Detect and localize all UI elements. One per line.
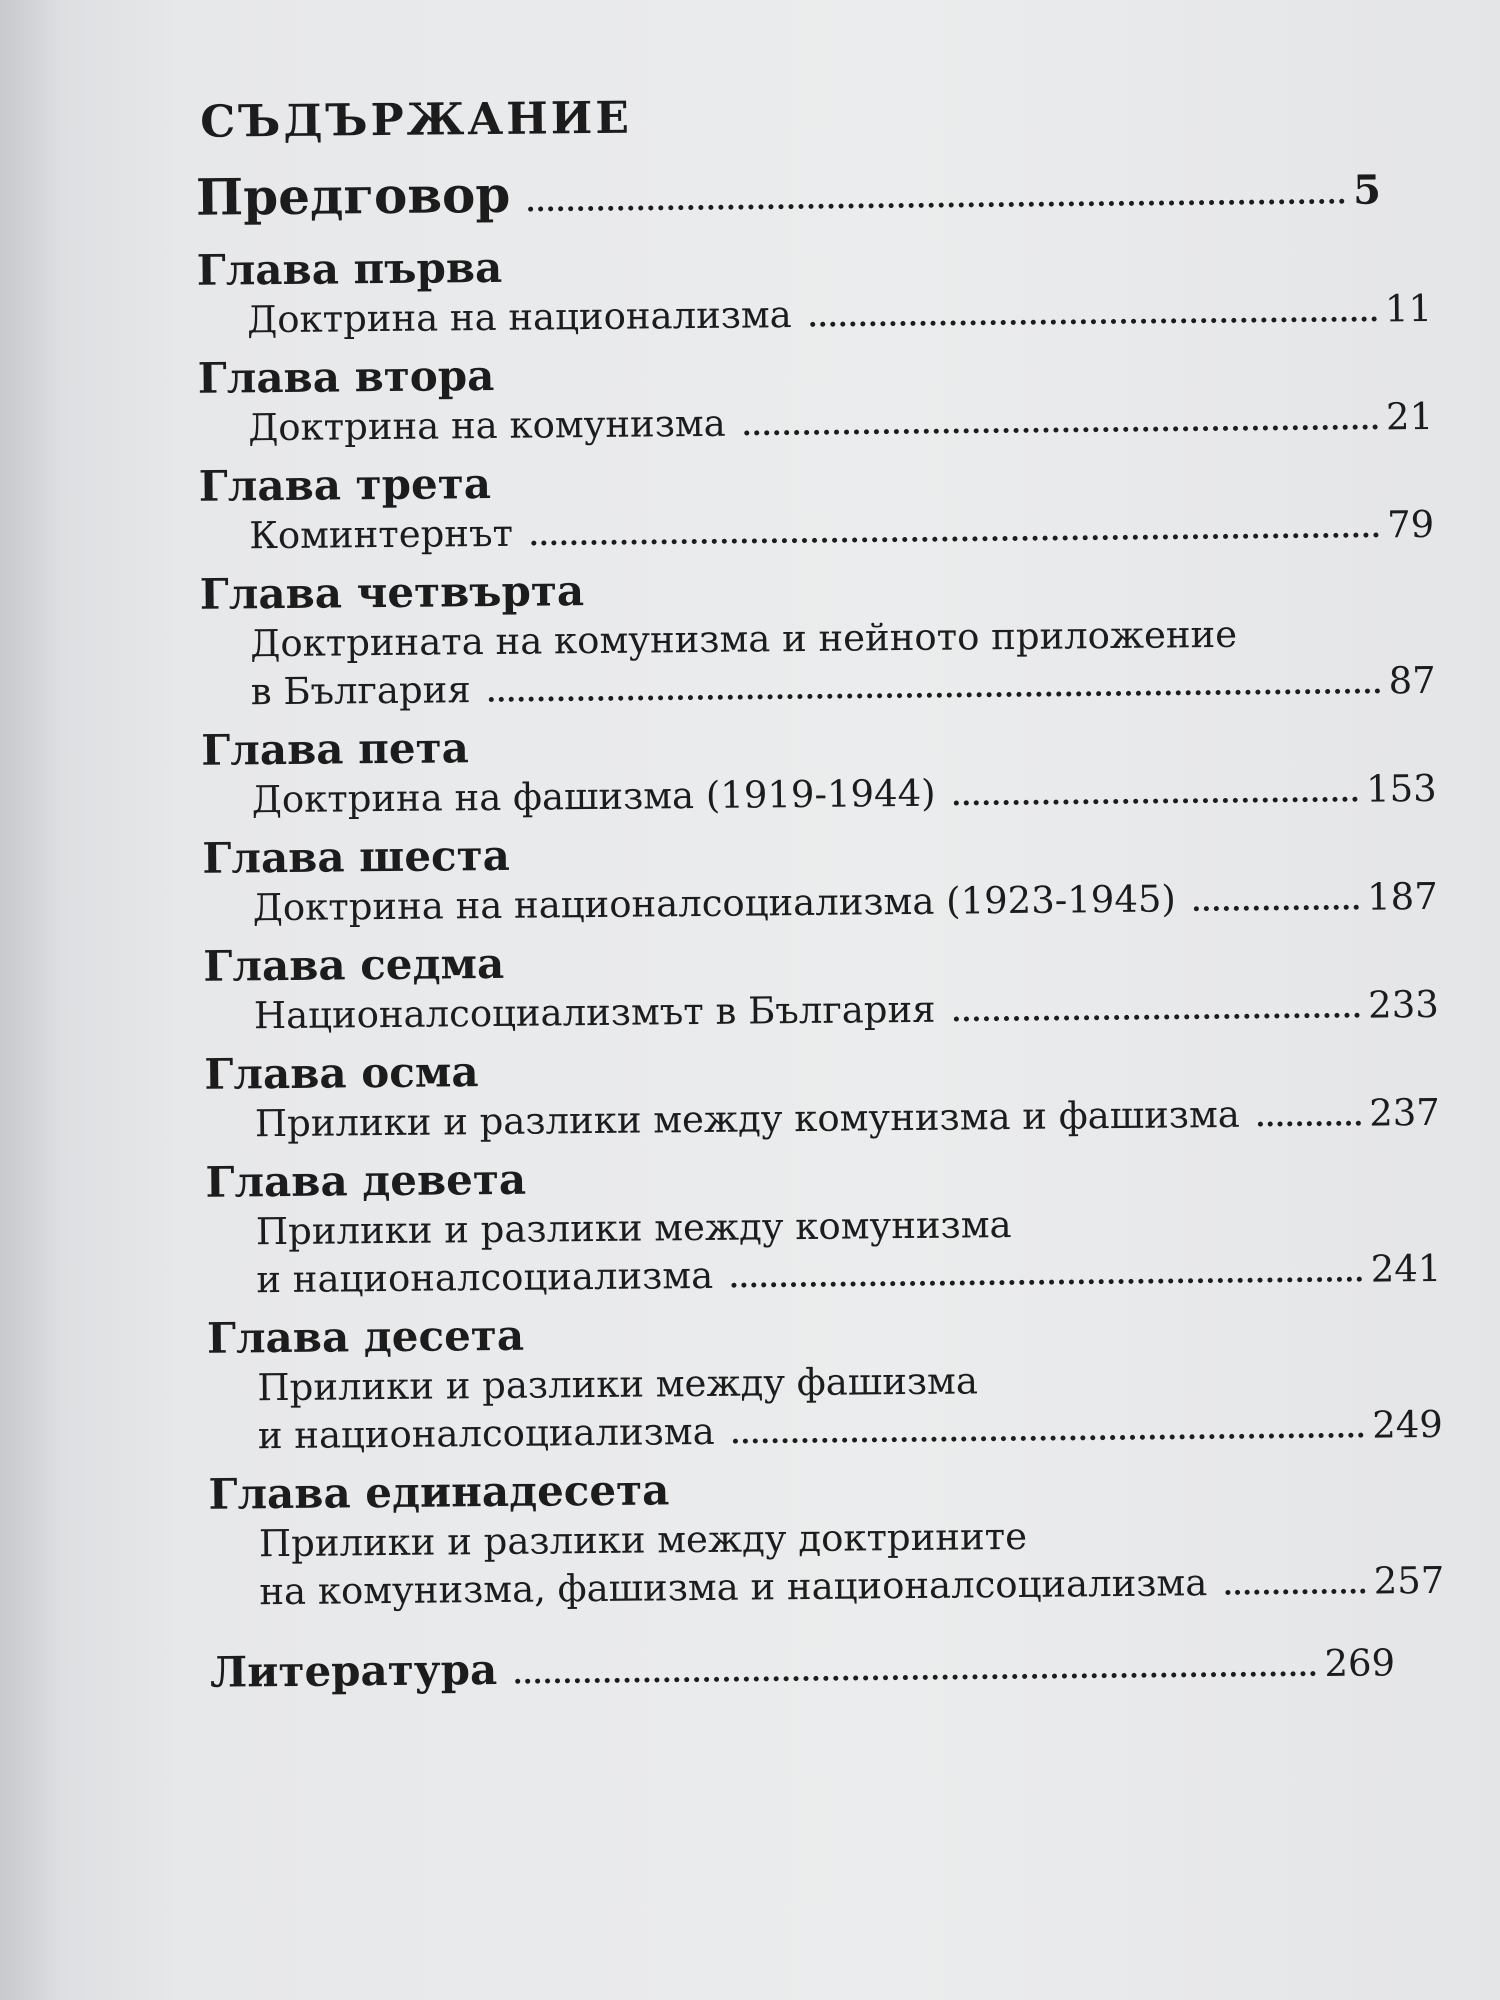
leader-dots <box>1194 905 1359 912</box>
table-of-contents <box>175 84 1445 1705</box>
page-gutter-shadow <box>0 0 60 2000</box>
entry-label: и националсоциализма <box>257 1409 715 1458</box>
leader-dots <box>515 1671 1316 1684</box>
entry-label: Прилики и разлики между фашизма <box>257 1359 979 1410</box>
entry-label: на комунизма, фашизма и националсоциализма <box>259 1561 1208 1614</box>
leader-dots <box>733 1433 1365 1444</box>
entry-label: Доктрина на комунизма <box>247 401 726 450</box>
leader-dots <box>744 424 1378 435</box>
leader-dots <box>1225 1589 1365 1595</box>
entry-label: Доктрината на комунизма и нейното приложение <box>250 612 1238 666</box>
chapter-heading: Глава десета <box>206 1310 525 1363</box>
page-number: 233 <box>1367 982 1439 1027</box>
page-number: 5 <box>1352 166 1382 214</box>
entry-label: Доктрина на националсоциализма (1923-1945) <box>252 877 1177 930</box>
entry-label: Доктрина на фашизма (1919-1944) <box>251 771 936 822</box>
entry-label: Доктрина на национализма <box>246 293 792 342</box>
leader-dots <box>528 199 1345 212</box>
page-number: 269 <box>1324 1641 1396 1686</box>
chapter-heading: Глава трета <box>198 458 492 511</box>
leader-dots <box>1258 1121 1361 1127</box>
chapter-heading: Глава първа <box>196 242 503 295</box>
entry-label: Предговор <box>195 164 511 227</box>
chapter-heading: Глава девета <box>205 1154 527 1207</box>
toc-entry-preface <box>176 151 1382 237</box>
page-number: 153 <box>1365 766 1437 811</box>
entry-label: Коминтернът <box>249 511 514 558</box>
entry-label: и националсоциализма <box>256 1253 714 1302</box>
chapter-heading: Глава втора <box>197 350 495 403</box>
chapter-heading: Глава осма <box>204 1047 479 1099</box>
page-number: 187 <box>1366 874 1438 919</box>
page-number: 237 <box>1368 1090 1441 1135</box>
chapter-heading: Глава пета <box>201 723 470 775</box>
leader-dots <box>489 688 1381 702</box>
entry-label: Прилики и разлики между комунизма <box>255 1203 1012 1254</box>
leader-dots <box>731 1277 1363 1288</box>
leader-dots <box>810 316 1377 326</box>
entry-label: Прилики и разлики между доктрините <box>258 1514 1028 1566</box>
toc-title: СЪДЪРЖАНИЕ <box>200 92 633 148</box>
page-number: 21 <box>1385 394 1434 439</box>
toc-entry-literature <box>190 1631 1396 1705</box>
entry-label: Литература <box>209 1644 498 1697</box>
page-number: 79 <box>1386 502 1435 547</box>
page-number: 249 <box>1371 1402 1444 1447</box>
leader-dots <box>531 532 1379 545</box>
chapter-heading: Глава четвърта <box>199 566 585 619</box>
leader-dots <box>954 1013 1361 1022</box>
leader-dots <box>954 797 1359 806</box>
chapter-heading: Глава шеста <box>202 830 511 883</box>
chapter-heading: Глава седма <box>203 938 505 991</box>
entry-label: Прилики и разлики между комунизма и фашизма <box>254 1092 1241 1146</box>
entry-label: в България <box>250 668 471 714</box>
chapter-heading: Глава единадесета <box>208 1465 670 1519</box>
page-number: 87 <box>1388 658 1436 703</box>
page-number: 11 <box>1384 286 1433 331</box>
page-number: 241 <box>1370 1246 1442 1291</box>
entry-label: Националсоциализмът в България <box>253 987 936 1038</box>
page-number: 257 <box>1373 1558 1445 1603</box>
